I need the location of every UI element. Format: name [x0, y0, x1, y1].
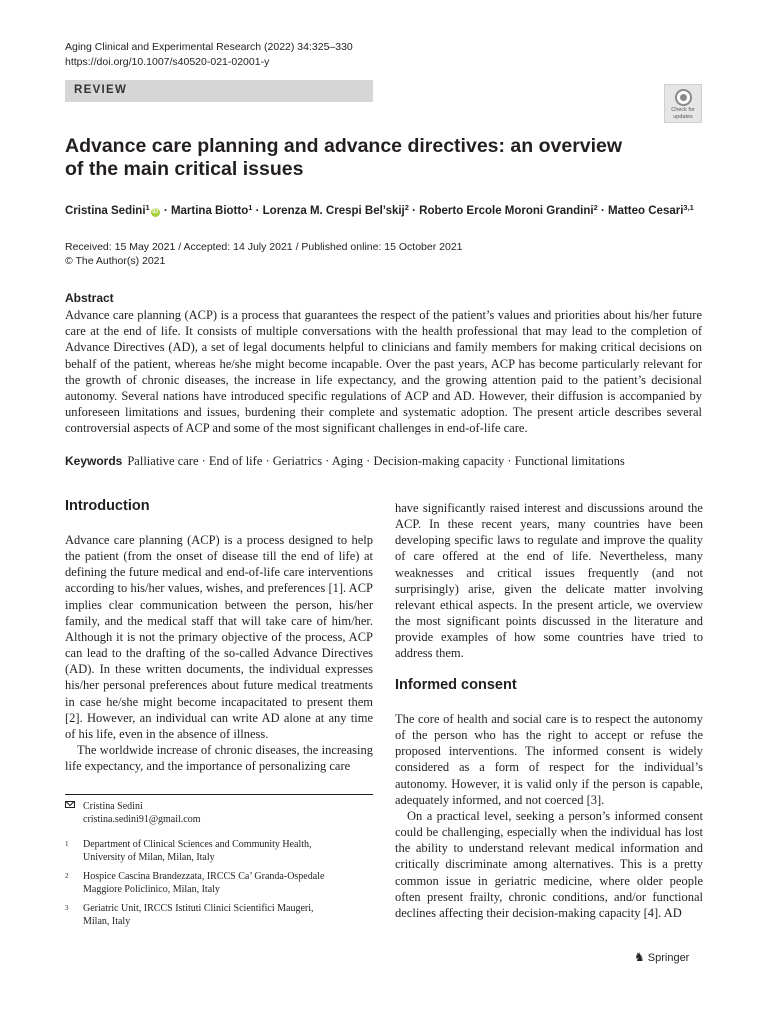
right-column-continuation	[395, 500, 703, 662]
author-name[interactable]: Roberto Ercole Moroni Grandini	[419, 205, 594, 217]
orcid-icon[interactable]: iD	[152, 209, 159, 215]
affiliation-number: 3	[65, 904, 69, 912]
paragraph: have significantly raised interest and discussions around the ACP. In these recent years, many countries have been developing specific laws to regulate and improve the quality of care offered at the end of life. Nevertheless, many weaknesses and critical issues frequently (and not surprisingly) arise, given the delicate matter involving relevant ethical aspects. In the present article, we overview the most significant points discussed in the literature and provide examples of how some countries have tried to address them.	[395, 501, 703, 661]
author-name[interactable]: Matteo Cesari	[608, 205, 684, 217]
author-name[interactable]: Martina Biotto	[170, 205, 249, 217]
informed-consent-body	[395, 711, 703, 921]
doi-link[interactable]: https://doi.org/10.1007/s40520-021-02001-y	[65, 56, 270, 68]
author-affiliation: 2	[593, 203, 598, 212]
affiliation-line: Department of Clinical Sciences and Community Health,	[83, 839, 312, 850]
journal-header	[65, 40, 353, 70]
journal-citation: Aging Clinical and Experimental Research (2022) 34:325–330	[65, 41, 353, 53]
contact-email[interactable]: cristina.sedini91@gmail.com	[83, 814, 201, 825]
author-name[interactable]: Lorenza M. Crespi Bel’skij	[262, 205, 405, 217]
affiliation-line: Geriatric Unit, IRCCS Istituti Clinici Scientifici Maugeri,	[83, 903, 314, 914]
keywords-text: Palliative care · End of life · Geriatrics · Aging · Decision-making capacity · Functional limitations	[127, 454, 625, 468]
author-affiliation: 1	[248, 203, 253, 212]
affiliation	[65, 870, 373, 896]
corresponding-author	[65, 800, 373, 826]
introduction-body	[65, 532, 373, 774]
keywords-label: Keywords	[65, 454, 123, 468]
author-affiliation: 1	[145, 203, 150, 212]
introduction-heading: Introduction	[65, 498, 150, 514]
affiliation-line: University of Milan, Milan, Italy	[83, 852, 215, 863]
affiliation-number: 2	[65, 872, 69, 880]
affiliation	[65, 902, 373, 928]
publisher-name: Springer	[647, 952, 690, 964]
section-banner	[65, 80, 373, 102]
publisher-logo	[634, 950, 689, 964]
footnote-divider	[65, 794, 373, 795]
paragraph: The worldwide increase of chronic diseases, the increasing life expectancy, and the importance of personalizing care	[65, 743, 373, 774]
affiliation	[65, 838, 373, 864]
dates-line: Received: 15 May 2021 / Accepted: 14 July 2021 / Published online: 15 October 2021	[65, 241, 463, 253]
paragraph: On a practical level, seeking a person’s informed consent could be challenging, especially when the individual has lost the ability to understand relevant medical information and critically discriminate among alternatives. This is a pretty common issue in geriatric medicine, where older people often present frailty, chronic conditions, and/or functional declines affecting their decision-making capacity [4]. AD	[395, 808, 703, 920]
abstract-heading: Abstract	[65, 291, 114, 305]
copyright-line: © The Author(s) 2021	[65, 255, 166, 267]
affiliation-line: Maggiore Policlinico, Milan, Italy	[83, 884, 220, 895]
check-updates-label-2: updates	[673, 114, 693, 120]
check-updates-icon	[675, 89, 692, 106]
author-affiliation: 2	[404, 203, 409, 212]
check-for-updates-badge[interactable]	[664, 84, 702, 123]
abstract-text: Advance care planning (ACP) is a process that guarantees the respect of the patient’s values and priorities about his/her future care at the end of life. It consists of multiple conversations with the health professional that may lead to the completion of Advance Directives (AD), a set of legal documents helpful to clinicians and family members for making critical decisions on behalf of the patient, whereas he/she might become incapable. Over the past years, ACP has become particularly relevant for the growth of chronic diseases, the increase in life expectancy, and the growing attention paid to the patient’s decisional autonomy. Several nations have introduced specific regulations of ACP and AD. However, their diffusion is accompanied by unforeseen limitations and issues, burdening their complete and systematic adoption. The present article describes several controversial aspects of ACP and some of the most significant challenges in end-of-life care.	[65, 308, 702, 436]
section-label: REVIEW	[74, 84, 128, 96]
publication-dates	[65, 240, 463, 268]
author-name[interactable]: Cristina Sedini	[65, 205, 146, 217]
article-title: Advance care planning and advance directives: an overview of the main critical issues	[65, 135, 623, 180]
contact-name: Cristina Sedini	[83, 801, 143, 812]
envelope-icon	[65, 801, 75, 808]
affiliation-number: 1	[65, 840, 69, 848]
author-list: Cristina Sedini$^1$ iD · Martina Biotto$^1$ · Lorenza M. Crespi Bel’skij$^2$ · Roberto Ercole Moroni Grandini$^2$ · Matteo Cesari$^{3,1}$	[65, 203, 694, 217]
paragraph: Advance care planning (ACP) is a process designed to help the patient (from the onset of disease till the end of life) at defining the future medical and end-of-life care interventions according to his/her values, wishes, and preferences [1]. ACP implies clear communication between the person, his/her family, and the medical staff that will take care of him/her. Although it is not the primary objective of the process, ACP can lead to the drafting of the so-called Advance Directives (AD). In these written documents, the individual expresses his/her personal preferences about future medical treatments in case he/she might become incapacitated to present them [2]. However, an individual can write AD alone at any time of his life, even in the absence of illness.	[65, 533, 373, 741]
springer-horse-icon: ♞	[634, 950, 645, 964]
check-updates-label-1: Check for	[671, 107, 695, 113]
affiliation-line: Hospice Cascina Brandezzata, IRCCS Ca’ Granda-Ospedale	[83, 871, 325, 882]
keywords	[65, 454, 625, 469]
paragraph: The core of health and social care is to respect the autonomy of the person who has the right to accept or refuse the proposed interventions. The informed consent is widely considered as a form of respect for the individual’s autonomy. However, it is valid only if the person is capable, adequately informed, and not coerced [3].	[395, 712, 703, 807]
affiliation-line: Milan, Italy	[83, 916, 131, 927]
author-affiliation: 3,1	[683, 203, 694, 212]
informed-consent-heading: Informed consent	[395, 677, 517, 693]
